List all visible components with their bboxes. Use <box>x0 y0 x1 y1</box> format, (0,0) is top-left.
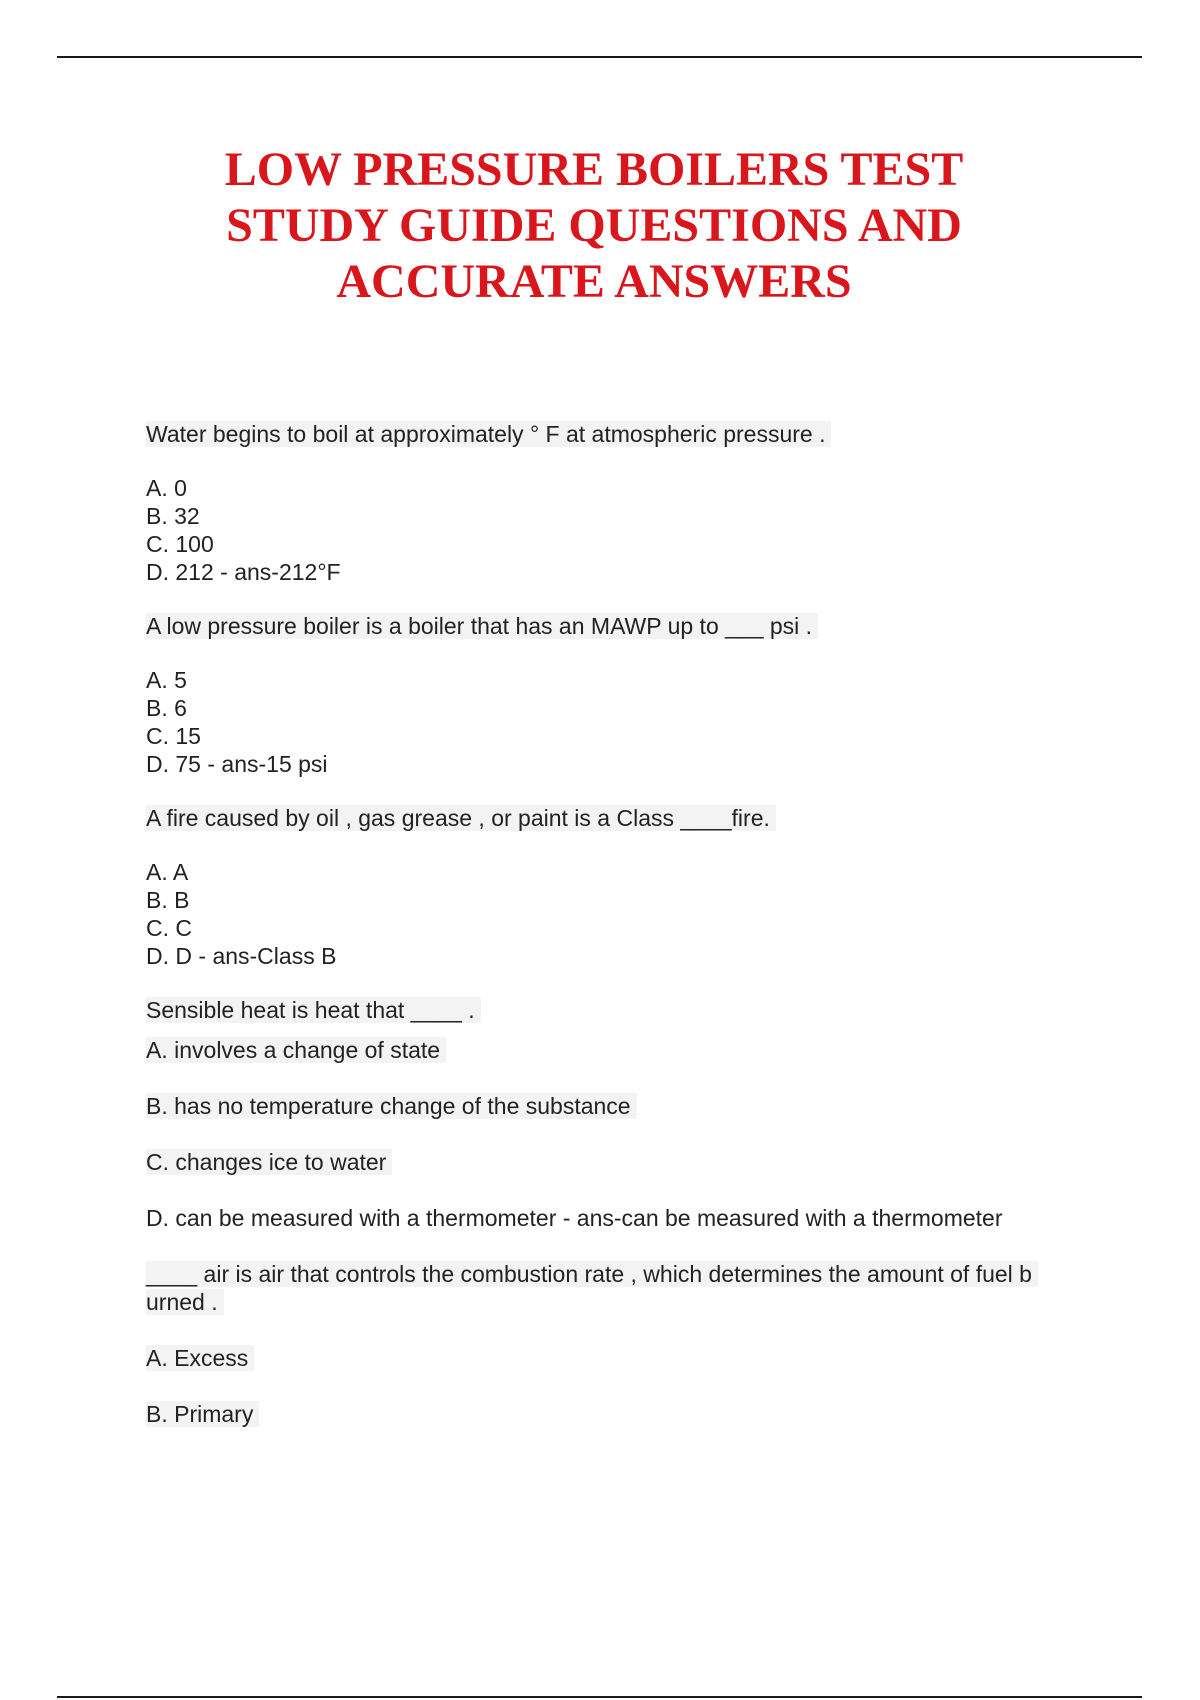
title-line-1: LOW PRESSURE BOILERS TEST <box>224 143 964 196</box>
option-d-answer: D. 75 - ans-15 psi <box>146 751 328 777</box>
question-4-option-d <box>146 1204 1086 1232</box>
option-d-answer: D. can be measured with a thermometer - ans-can be measured with a thermometer <box>146 1205 1003 1231</box>
question-text: A low pressure boiler is a boiler that has an MAWP up to ___ psi . <box>146 613 818 639</box>
option-a: A. A <box>146 859 189 885</box>
question-text: Sensible heat is heat that ____ . <box>146 997 481 1023</box>
option-d-answer: D. 212 - ans-212°F <box>146 559 341 585</box>
document-title <box>0 142 1188 310</box>
question-text-line-2: urned . <box>146 1289 224 1315</box>
option-c: C. C <box>146 915 192 941</box>
bottom-rule <box>57 1696 1142 1698</box>
option-b: B. B <box>146 887 190 913</box>
question-5-option-a <box>146 1344 1086 1372</box>
question-1-options <box>146 474 1086 586</box>
question-text: A fire caused by oil , gas grease , or paint is a Class ____fire. <box>146 805 776 831</box>
question-4 <box>146 996 1086 1024</box>
question-5-option-b <box>146 1400 1086 1428</box>
option-b: B. 32 <box>146 503 200 529</box>
option-a: A. 0 <box>146 475 187 501</box>
question-5 <box>146 1260 1086 1316</box>
option-b: B. has no temperature change of the substance <box>146 1093 637 1119</box>
title-line-2: STUDY GUIDE QUESTIONS AND <box>226 199 962 252</box>
question-4-option-b <box>146 1092 1086 1120</box>
title-line-3: ACCURATE ANSWERS <box>336 255 852 308</box>
option-d-answer: D. D - ans-Class B <box>146 943 337 969</box>
question-3 <box>146 804 1086 832</box>
option-a: A. Excess <box>146 1345 254 1371</box>
option-b: B. 6 <box>146 695 187 721</box>
option-c: C. 100 <box>146 531 214 557</box>
question-text: Water begins to boil at approximately ° F at atmospheric pressure . <box>146 421 831 447</box>
option-a: A. involves a change of state <box>146 1037 446 1063</box>
question-2-options <box>146 666 1086 778</box>
question-list <box>146 420 1086 1456</box>
question-4-option-a <box>146 1036 1086 1064</box>
question-4-option-c <box>146 1148 1086 1176</box>
question-3-options <box>146 858 1086 970</box>
question-text-line-1: ____ air is air that controls the combustion rate , which determines the amount of fuel b <box>146 1261 1038 1287</box>
option-b: B. Primary <box>146 1401 259 1427</box>
top-rule <box>57 56 1142 58</box>
option-c: C. 15 <box>146 723 201 749</box>
option-a: A. 5 <box>146 667 187 693</box>
option-c: C. changes ice to water <box>146 1149 392 1175</box>
question-2 <box>146 612 1086 640</box>
question-1 <box>146 420 1086 448</box>
